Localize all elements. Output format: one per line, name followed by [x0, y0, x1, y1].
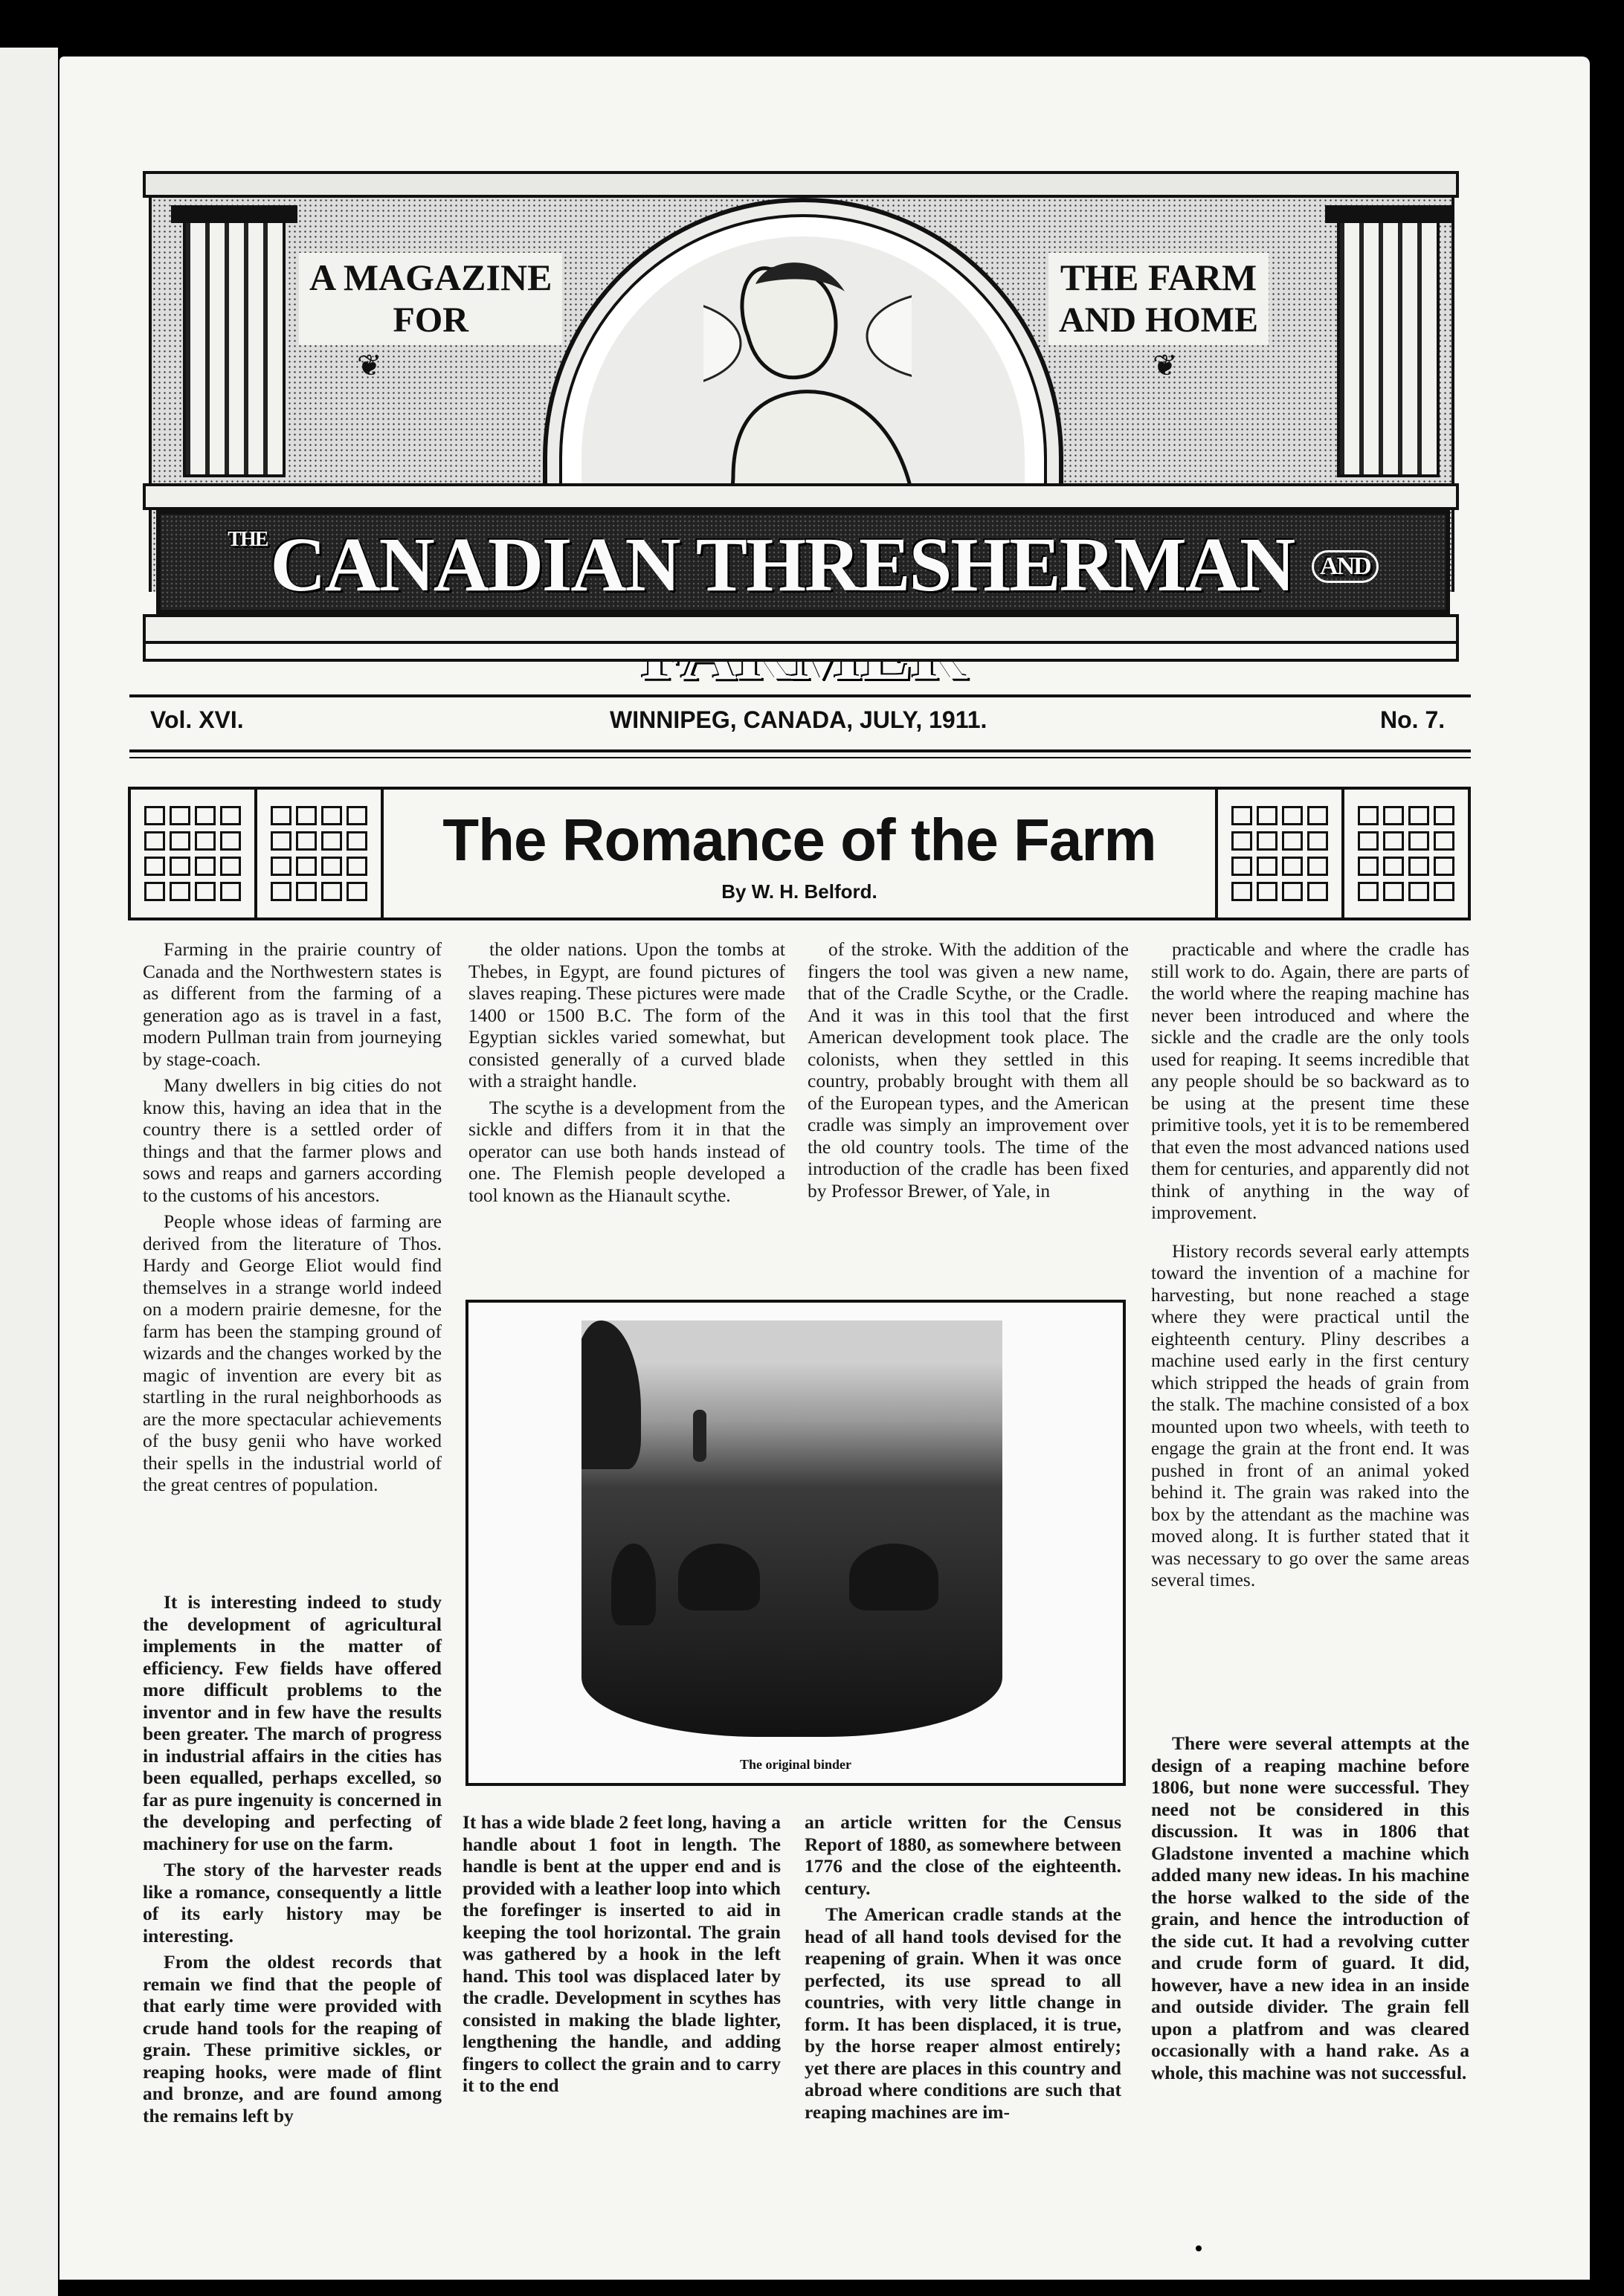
article-column-2-bottom — [463, 1811, 781, 2097]
article-column-1 — [143, 938, 442, 1496]
paragraph: History records several early attempts toward the invention of a machine for harvesting, but none reached a stage where they were practical until the eighteenth century. Pliny describes a machine used early in the first century which stripped the heads of grain from the stalk. The machine consisted of a box mounted upon two wheels, with teeth to engage the grain at the front end. It was pushed in front of an animal yoked behind it. The grain was raked into the box by the attendant as the machine was moved along. It is further stated that it was necessary to go over the same areas several times. — [1151, 1239, 1469, 1590]
tree-silhouette — [693, 1410, 706, 1462]
paragraph: Farming in the prairie country of Canada and the Northwestern states is as different from the farming of a generation ago as is travel in a fast, modern Pullman train from journeying by stage-coach. — [143, 938, 442, 1070]
binder-photo — [581, 1320, 1002, 1737]
magazine-title: $^{THE}$CANADIAN THRESHERMAN AND — [161, 520, 1446, 697]
dateline-bottom-rule-thin — [129, 757, 1471, 758]
left-tagline: A MAGAZINE FOR — [299, 253, 562, 345]
masthead — [82, 112, 1450, 677]
right-tagline: THE FARM AND HOME — [1048, 253, 1269, 345]
place-date: WINNIPEG, CANADA, JULY, 1911. — [610, 706, 987, 733]
article-title: The Romance of the Farm — [442, 807, 1156, 873]
photo-frame — [465, 1300, 1126, 1786]
paragraph: There were several attempts at the design of a reaping machine before 1806, but none were successful. They need not be considered in this discussion. It was in 1806 that Gladstone invented a machine which added many new ideas. In his machine the horse walked to the side of the grain, and hence the introduction of the side cut. It had a revolving cutter and crude form of guard. It did, however, have a new idea in an inside and outside divider. The grain fell upon a platfrom and was cleared occasionally with a hand rake. As a whole, this machine was not successful. — [1151, 1732, 1469, 2083]
paragraph: From the oldest records that remain we find that the people of that early time were provided with crude hand tools for the reaping of grain. These primitive sickles, or reaping hooks, were made of flint and bronze, and are found among the remains left by — [143, 1951, 442, 2126]
worker-figure — [611, 1544, 656, 1625]
article-column-2 — [468, 938, 785, 1206]
paragraph: The scythe is a development from the sickle and differs from it in that the operator can use both hands instead of one. The Flemish people developed a tool known as the Hianault scythe. — [468, 1096, 785, 1206]
article-column-4 — [1151, 938, 1469, 1591]
tree-silhouette — [581, 1320, 641, 1469]
paragraph: Many dwellers in big cities do not know this, having an idea that in the country there is a settled order of things and that the farmer plows and sows and reaps and garners according to the customs of his ancestors. — [143, 1074, 442, 1206]
paragraph: It is interesting indeed to study the development of agricultural implements in the matter of efficiency. Few fields have offered more difficult problems to the inventor and in few have the results been greater. The march of progress in industrial affairs in the cities has been equalled, perhaps excelled, so far as pure ingenuity is concerned in the developing and perfecting of machinery for use on the farm. — [143, 1591, 442, 1854]
paragraph: of the stroke. With the addition of the fingers the tool was given a new name, that of the Cradle Scythe, or the Cradle. And it was in this tool that the first American development took place. The colonists, when they settled in this country, probably brought with them all of the European types, and the American cradle was simply an improvement over the old country tools. The time of the introduction of the cradle has been fixed by Professor Brewer, of Yale, in — [808, 938, 1129, 1202]
paragraph: It has a wide blade 2 feet long, having a handle about 1 foot in length. The handle is bent at the upper end and is provided with a leather loop into which the forefinger is inserted to aid in keeping the tool horizontal. The grain was gathered by a hook in the left hand. This tool was displaced later by the cradle. Development in scythes has consisted in making the blade lighter, lengthening the handle, and adding fingers to collect the grain and to carry it to the end — [463, 1811, 781, 2096]
issue-number: No. 7. — [1380, 706, 1446, 733]
worker-figure — [678, 1544, 760, 1610]
masthead-shelf — [143, 483, 1459, 510]
masthead-base — [143, 614, 1459, 644]
dateline-top-rule — [129, 694, 1471, 697]
paragraph: People whose ideas of farming are derived from the literature of Thos. Hardy and George Eliot would find themselves in a strange world indeed on a modern prairie demesne, for the farm has been the stamping ground of wizards and the changes worked by the magic of invention are every bit as startling in the rural neighborhoods as are the more spectacular achievements of the busy genii who have worked their spells in the industrial world of the great centres of population. — [143, 1210, 442, 1495]
dateline-bottom-rule — [129, 749, 1471, 752]
left-ornament-icon: ❦ — [357, 349, 382, 382]
right-column — [1337, 220, 1440, 477]
paragraph: The story of the harvester reads like a romance, consequently a little of its early history may be interesting. — [143, 1859, 442, 1947]
article-byline: By W. H. Belford. — [721, 880, 877, 903]
article-column-3-bottom — [805, 1811, 1121, 2123]
masthead-banner — [156, 510, 1450, 614]
right-ornament-icon: ❦ — [1153, 349, 1178, 382]
article-column-1-bold — [143, 1591, 442, 2126]
worker-figure — [849, 1544, 938, 1610]
masthead-plinth — [143, 644, 1459, 662]
paragraph: practicable and where the cradle has still work to do. Again, there are parts of the world where the reaping machine has never been introduced and where the sickle and the cradle are the only tools used for reaping. It seems incredible that any people should be so backward as to be using at the present time these primitive tools, yet it is to be remembered that even the most advanced nations used them for centuries, and apparently did not think of anything in the way of improvement. — [1151, 938, 1469, 1223]
left-column — [183, 220, 286, 477]
masthead-cornice — [143, 171, 1459, 198]
article-column-3 — [808, 938, 1129, 1202]
paragraph: The American cradle stands at the head of all hand tools devised for the reapening of grain. When it was once perfected, its use spread to all countries, with very little change in form. It has been displaced, it is true, by the horse reaper almost entirely; yet there are places in this country and abroad where conditions are such that reaping machines are im- — [805, 1903, 1121, 2123]
article-column-4-bold — [1151, 1732, 1469, 2083]
dateline — [149, 706, 1450, 751]
facing-page-edge — [0, 48, 58, 2296]
article-title-box — [128, 787, 1471, 920]
volume-number: Vol. XVI. — [150, 706, 244, 733]
photo-caption: The original binder — [739, 1757, 852, 1772]
paragraph: an article written for the Census Report of 1880, as somewhere between 1776 and the close of the eighteenth. century. — [805, 1811, 1121, 1899]
paragraph: the older nations. Upon the tombs at Thebes, in Egypt, are found pictures of slaves reaping. These pictures were made 1400 or 1500 B.C. The form of the Egyptian sickles varied somewhat, but consisted generally of a curved blade with a straight handle. — [468, 938, 785, 1091]
print-speck — [1196, 2245, 1202, 2251]
